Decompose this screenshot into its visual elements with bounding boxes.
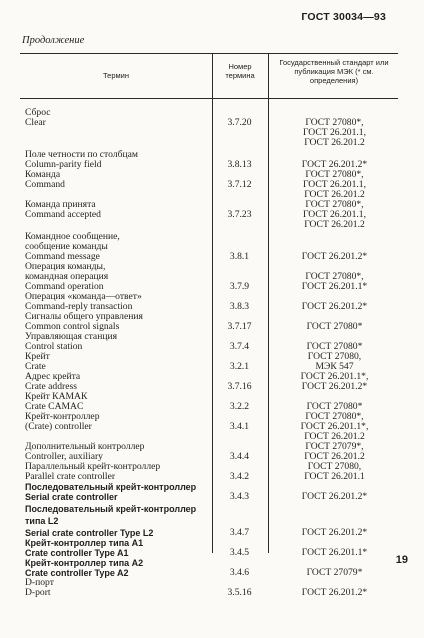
term-cell: Последовательный крейт-контроллер: [25, 482, 197, 492]
standard-cell: ГОСТ 26.201.2: [304, 219, 365, 230]
term-cell: Command operation: [25, 281, 104, 292]
standard-cell: ГОСТ 26.201.2*: [301, 491, 368, 502]
continuation-label: Продолжение: [22, 35, 85, 46]
term-cell: Crate controller Type A2: [25, 568, 129, 578]
term-cell: Команда принята: [25, 199, 96, 210]
table-top-rule: [20, 53, 398, 54]
term-number-cell: 3.4.1: [229, 421, 250, 432]
term-cell: Последовательный крейт-контроллер: [25, 504, 197, 514]
column-divider-2: [268, 53, 269, 553]
term-number-cell: 3.8.13: [227, 159, 252, 170]
term-cell: Column-parity field: [25, 159, 102, 170]
term-cell: Serial crate controller Type L2: [25, 528, 154, 538]
term-cell: Поле четности по столбцам: [25, 149, 138, 160]
column-header-terms: Термин: [103, 71, 129, 80]
standard-cell: ГОСТ 27080*,: [305, 271, 364, 282]
standard-cell: ГОСТ 26.201.2*: [301, 381, 368, 392]
term-number-cell: 3.4.3: [229, 491, 250, 502]
term-cell: Сброс: [25, 107, 51, 118]
standard-cell: ГОСТ 26.201.2*: [301, 301, 368, 312]
term-number-cell: 3.7.9: [229, 281, 250, 292]
column-header-number: Номер термина: [225, 62, 255, 80]
term-cell: Command message: [25, 251, 100, 262]
standard-cell: ГОСТ 27079*,: [305, 441, 364, 452]
term-cell: Параллельный крейт-контроллер: [25, 461, 161, 472]
term-number-cell: 3.7.17: [227, 321, 252, 332]
term-cell: Дополнительный контроллер: [25, 441, 145, 452]
term-cell: Crate controller Type A1: [25, 548, 129, 558]
term-number-cell: 3.2.2: [229, 401, 250, 412]
term-cell: Крейт: [25, 351, 50, 362]
term-cell: (Crate) controller: [25, 421, 92, 432]
standard-cell: ГОСТ 27080*: [306, 321, 363, 332]
term-number-cell: 3.7.4: [229, 341, 250, 352]
term-cell: Serial crate controller: [25, 492, 118, 502]
standard-cell: ГОСТ 26.201.2*: [301, 251, 368, 262]
term-cell: D-порт: [25, 577, 54, 588]
term-cell: сообщение команды: [25, 241, 108, 252]
term-cell: Command accepted: [25, 209, 101, 220]
term-cell: Операция «команда—ответ»: [25, 291, 142, 302]
term-cell: Crate address: [25, 381, 77, 392]
standard-cell: ГОСТ 27080,: [307, 351, 362, 362]
standard-cell: ГОСТ 26.201.1,: [303, 179, 366, 190]
standard-cell: ГОСТ 27079*: [306, 567, 363, 578]
term-number-cell: 3.7.16: [227, 381, 252, 392]
term-cell: Command: [25, 179, 65, 190]
term-number-cell: 3.8.3: [229, 301, 250, 312]
term-cell: командная операция: [25, 271, 109, 282]
standard-cell: ГОСТ 27080*: [306, 341, 363, 352]
standard-cell: ГОСТ 26.201.1*: [301, 281, 368, 292]
standard-cell: ГОСТ 26.201.2*: [301, 587, 368, 598]
term-cell: Crate: [25, 361, 46, 372]
term-cell: Управляющая станция: [25, 331, 118, 342]
term-cell: Крейт-контроллер типа A1: [25, 538, 144, 548]
term-cell: Crate CAMAC: [25, 401, 84, 412]
standard-cell: ГОСТ 27080,: [307, 461, 362, 472]
page-number: 19: [395, 554, 408, 566]
term-cell: Командное сообщение,: [25, 231, 120, 242]
term-cell: Controller, auxiliary: [25, 451, 103, 462]
standard-cell: ГОСТ 27080*,: [305, 199, 364, 210]
term-number-cell: 3.4.7: [229, 527, 250, 538]
term-cell: Clear: [25, 117, 46, 128]
term-number-cell: 3.7.23: [227, 209, 252, 220]
standard-cell: ГОСТ 26.201.2: [304, 431, 365, 442]
term-number-cell: 3.2.1: [229, 361, 250, 372]
standard-cell: ГОСТ 26.201.1,: [303, 127, 366, 138]
term-cell: Адрес крейта: [25, 371, 81, 382]
term-cell: Команда: [25, 169, 61, 180]
term-number-cell: 3.7.12: [227, 179, 252, 190]
term-number-cell: 3.4.2: [229, 471, 250, 482]
term-number-cell: 3.4.5: [229, 547, 250, 558]
term-cell: Крейт КАМАК: [25, 391, 88, 402]
standard-cell: ГОСТ 26.201.1*: [301, 547, 368, 558]
standard-cell: ГОСТ 26.201.2*: [301, 159, 368, 170]
term-number-cell: 3.4.4: [229, 451, 250, 462]
term-cell: Common control signals: [25, 321, 120, 332]
standard-cell: ГОСТ 26.201.2*: [301, 527, 368, 538]
standard-cell: ГОСТ 26.201.2: [304, 451, 365, 462]
standard-cell: ГОСТ 27080*: [306, 401, 363, 412]
standard-cell: МЭК 547: [315, 361, 354, 372]
term-cell: Command-reply transaction: [25, 301, 133, 312]
term-cell: Control station: [25, 341, 83, 352]
term-cell: Крейт-контроллер: [25, 411, 100, 422]
standard-cell: ГОСТ 27080*,: [305, 411, 364, 422]
term-cell: D-port: [25, 587, 51, 598]
term-cell: Крейт-контроллер типа A2: [25, 558, 144, 568]
table-header-rule: [20, 98, 398, 99]
standard-cell: ГОСТ 26.201.1*,: [300, 371, 369, 382]
standard-cell: ГОСТ 26.201.1*,: [300, 421, 369, 432]
standard-cell: ГОСТ 27080*,: [305, 169, 364, 180]
term-number-cell: 3.4.6: [229, 567, 250, 578]
term-number-cell: 3.5.16: [227, 587, 252, 598]
term-cell: Операция команды,: [25, 261, 106, 272]
term-number-cell: 3.8.1: [229, 251, 250, 262]
standard-code: ГОСТ 30034—93: [301, 11, 386, 23]
standard-cell: ГОСТ 26.201.1,: [303, 209, 366, 220]
term-cell: типа L2: [25, 516, 59, 526]
term-cell: Parallel crate controller: [25, 471, 116, 482]
standard-cell: ГОСТ 26.201.1: [304, 471, 365, 482]
standard-cell: ГОСТ 27080*,: [305, 117, 364, 128]
term-cell: Сигналы общего управления: [25, 311, 143, 322]
standard-cell: ГОСТ 26.201.2: [304, 137, 365, 148]
standard-cell: ГОСТ 26.201.2: [304, 189, 365, 200]
term-number-cell: 3.7.20: [227, 117, 252, 128]
column-header-standard: Государственный стандарт или публикация МЭК (* см. определения): [279, 58, 389, 85]
